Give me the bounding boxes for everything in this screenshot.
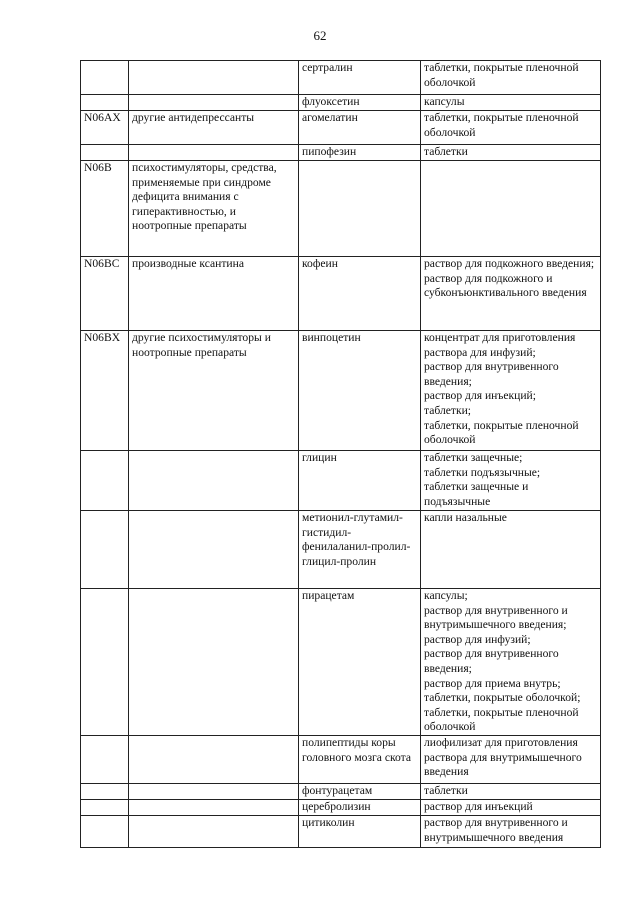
group-cell xyxy=(129,735,299,783)
table-row xyxy=(81,161,601,257)
group-cell: другие психостимуляторы и ноотропные препараты xyxy=(129,331,299,451)
table-row xyxy=(81,735,601,783)
dosage-form-line: таблетки подъязычные; xyxy=(424,465,541,479)
substance-cell: сертралин xyxy=(299,61,421,95)
table-row xyxy=(81,451,601,511)
dosage-form-line: таблетки, покрытые пленочной оболочкой xyxy=(424,418,579,447)
code-cell xyxy=(81,815,129,847)
dosage-form-line: раствор для подкожного и субконъюнктивального введения xyxy=(424,271,587,300)
dosage-form-line: таблетки; xyxy=(424,403,472,417)
group-cell xyxy=(129,815,299,847)
dosage-form-line: таблетки, покрытые пленочной оболочкой xyxy=(424,705,579,734)
code-cell: N06BC xyxy=(81,257,129,331)
dosage-form-line: таблетки защечные; xyxy=(424,451,523,464)
dosage-form-line: капли назальные xyxy=(424,511,507,524)
table-row xyxy=(81,95,601,111)
code-cell: N06B xyxy=(81,161,129,257)
group-cell xyxy=(129,95,299,111)
dosage-forms-cell xyxy=(421,331,601,451)
table-row xyxy=(81,589,601,736)
page-number: 62 xyxy=(313,28,327,43)
dosage-forms-cell xyxy=(421,111,601,145)
table-row xyxy=(81,61,601,95)
code-cell xyxy=(81,589,129,736)
code-cell xyxy=(81,95,129,111)
dosage-forms-cell xyxy=(421,451,601,511)
drug-table xyxy=(80,60,601,848)
code-cell xyxy=(81,61,129,95)
dosage-forms-cell xyxy=(421,145,601,161)
dosage-forms-cell xyxy=(421,95,601,111)
dosage-form-line: таблетки, покрытые пленочной оболочкой xyxy=(424,111,579,139)
table-row xyxy=(81,145,601,161)
dosage-form-line: таблетки защечные и подъязычные xyxy=(424,480,529,508)
substance-cell: агомелатин xyxy=(299,111,421,145)
table-row xyxy=(81,783,601,799)
dosage-form-line: раствор для инъекций xyxy=(424,799,533,813)
table-row xyxy=(81,799,601,815)
dosage-form-line: раствор для подкожного введения; xyxy=(424,257,595,270)
dosage-form-line: концентрат для приготовления раствора для инфузий; xyxy=(424,331,576,359)
group-cell xyxy=(129,783,299,799)
dosage-form-line: раствор для инъекций; xyxy=(424,389,536,403)
code-cell: N06AX xyxy=(81,111,129,145)
group-cell xyxy=(129,799,299,815)
substance-cell: фонтурацетам xyxy=(299,783,421,799)
table-row xyxy=(81,511,601,589)
substance-cell: цитиколин xyxy=(299,815,421,847)
substance-cell: глицин xyxy=(299,451,421,511)
dosage-form-line: таблетки, покрытые пленочной оболочкой xyxy=(424,61,579,89)
dosage-form-line: раствор для внутривенного и внутримышечного введения xyxy=(424,815,568,844)
dosage-form-line: таблетки xyxy=(424,783,468,797)
group-cell xyxy=(129,511,299,589)
dosage-form-line: капсулы xyxy=(424,95,465,108)
dosage-forms-cell xyxy=(421,511,601,589)
dosage-form-line: раствор для внутривенного введения; xyxy=(424,647,559,675)
group-cell: производные ксантина xyxy=(129,257,299,331)
substance-cell: метионил-глутамил-гистидил-фенилаланил-пролил-глицил-пролин xyxy=(299,511,421,589)
group-cell: другие антидепрессанты xyxy=(129,111,299,145)
dosage-form-line: таблетки xyxy=(424,145,468,158)
substance-cell: кофеин xyxy=(299,257,421,331)
substance-cell: флуоксетин xyxy=(299,95,421,111)
dosage-form-line: таблетки, покрытые оболочкой; xyxy=(424,691,581,705)
code-cell xyxy=(81,511,129,589)
dosage-forms-cell xyxy=(421,735,601,783)
substance-cell: церебролизин xyxy=(299,799,421,815)
table-row xyxy=(81,257,601,331)
table-row xyxy=(81,815,601,847)
code-cell xyxy=(81,783,129,799)
dosage-forms-cell xyxy=(421,783,601,799)
code-cell xyxy=(81,451,129,511)
substance-cell: винпоцетин xyxy=(299,331,421,451)
dosage-form-line: капсулы; xyxy=(424,589,468,602)
group-cell xyxy=(129,145,299,161)
dosage-form-line: раствор для приема внутрь; xyxy=(424,676,561,690)
dosage-form-line: раствор для внутривенного введения; xyxy=(424,360,559,388)
code-cell xyxy=(81,799,129,815)
table-row xyxy=(81,331,601,451)
code-cell xyxy=(81,735,129,783)
dosage-form-line: лиофилизат для приготовления раствора для внутримышечного введения xyxy=(424,735,582,779)
dosage-forms-cell xyxy=(421,589,601,736)
dosage-forms-cell xyxy=(421,61,601,95)
group-cell xyxy=(129,451,299,511)
substance-cell: пирацетам xyxy=(299,589,421,736)
group-cell xyxy=(129,61,299,95)
substance-cell: пипофезин xyxy=(299,145,421,161)
dosage-form-line: раствор для инфузий; xyxy=(424,632,531,646)
table-row xyxy=(81,111,601,145)
dosage-forms-cell xyxy=(421,815,601,847)
group-cell: психостимуляторы, средства, применяемые при синдроме дефицита внимания с гиперактивностью, и ноотропные препараты xyxy=(129,161,299,257)
code-cell xyxy=(81,145,129,161)
code-cell: N06BX xyxy=(81,331,129,451)
substance-cell xyxy=(299,161,421,257)
dosage-forms-cell xyxy=(421,161,601,257)
dosage-form-line: раствор для внутривенного и внутримышечного введения; xyxy=(424,603,568,632)
substance-cell: полипептиды коры головного мозга скота xyxy=(299,735,421,783)
group-cell xyxy=(129,589,299,736)
dosage-forms-cell xyxy=(421,257,601,331)
dosage-forms-cell xyxy=(421,799,601,815)
